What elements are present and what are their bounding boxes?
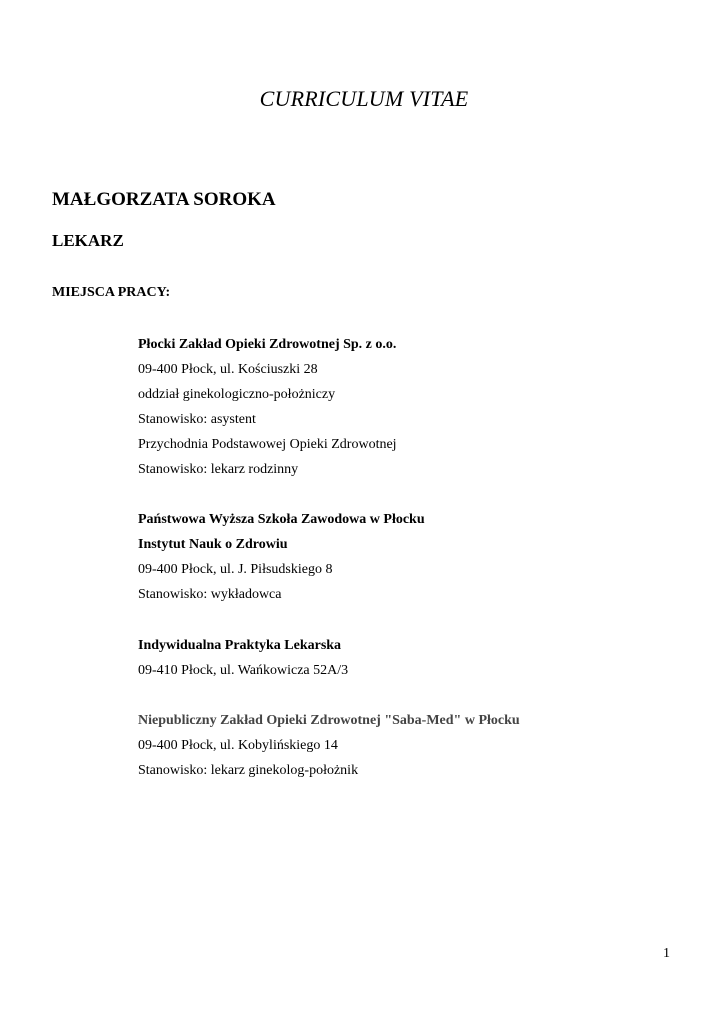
workplace-name: Indywidualna Praktyka Lekarska [138, 638, 342, 653]
workplace-name: Niepubliczny Zakład Opieki Zdrowotnej "Saba-Med" w Płocku [138, 713, 520, 728]
workplace-name: Państwowa Wyższa Szkoła Zawodowa w Płocku [138, 512, 425, 527]
profession: LEKARZ [52, 231, 124, 250]
workplace-position: Stanowisko: asystent [138, 412, 256, 427]
workplace-address: 09-400 Płock, ul. Kobylińskiego 14 [138, 738, 338, 753]
workplace-entry [138, 507, 425, 607]
document-title: CURRICULUM VITAE [259, 86, 469, 111]
page-number: 1 [663, 946, 670, 961]
section-heading-workplaces: MIEJSCA PRACY: [52, 285, 171, 300]
workplace-address: 09-400 Płock, ul. Kościuszki 28 [138, 362, 318, 377]
workplace-department: oddział ginekologiczno-położniczy [138, 387, 336, 402]
workplace-address: 09-410 Płock, ul. Wańkowicza 52A/3 [138, 663, 349, 678]
workplace-position: Stanowisko: wykładowca [138, 587, 282, 602]
workplace-address: 09-400 Płock, ul. J. Piłsudskiego 8 [138, 562, 333, 577]
person-name: MAŁGORZATA SOROKA [52, 189, 276, 210]
workplace-subname: Instytut Nauk o Zdrowiu [138, 537, 288, 552]
workplace-position: Stanowisko: lekarz ginekolog-położnik [138, 763, 359, 778]
workplace-entry [138, 708, 520, 783]
workplace-entry [138, 633, 348, 683]
workplace-name: Płocki Zakład Opieki Zdrowotnej Sp. z o.o. [138, 337, 397, 352]
workplace-position: Stanowisko: lekarz rodzinny [138, 462, 299, 477]
workplace-entry [138, 332, 397, 482]
workplace-department: Przychodnia Podstawowej Opieki Zdrowotnej [138, 437, 397, 452]
